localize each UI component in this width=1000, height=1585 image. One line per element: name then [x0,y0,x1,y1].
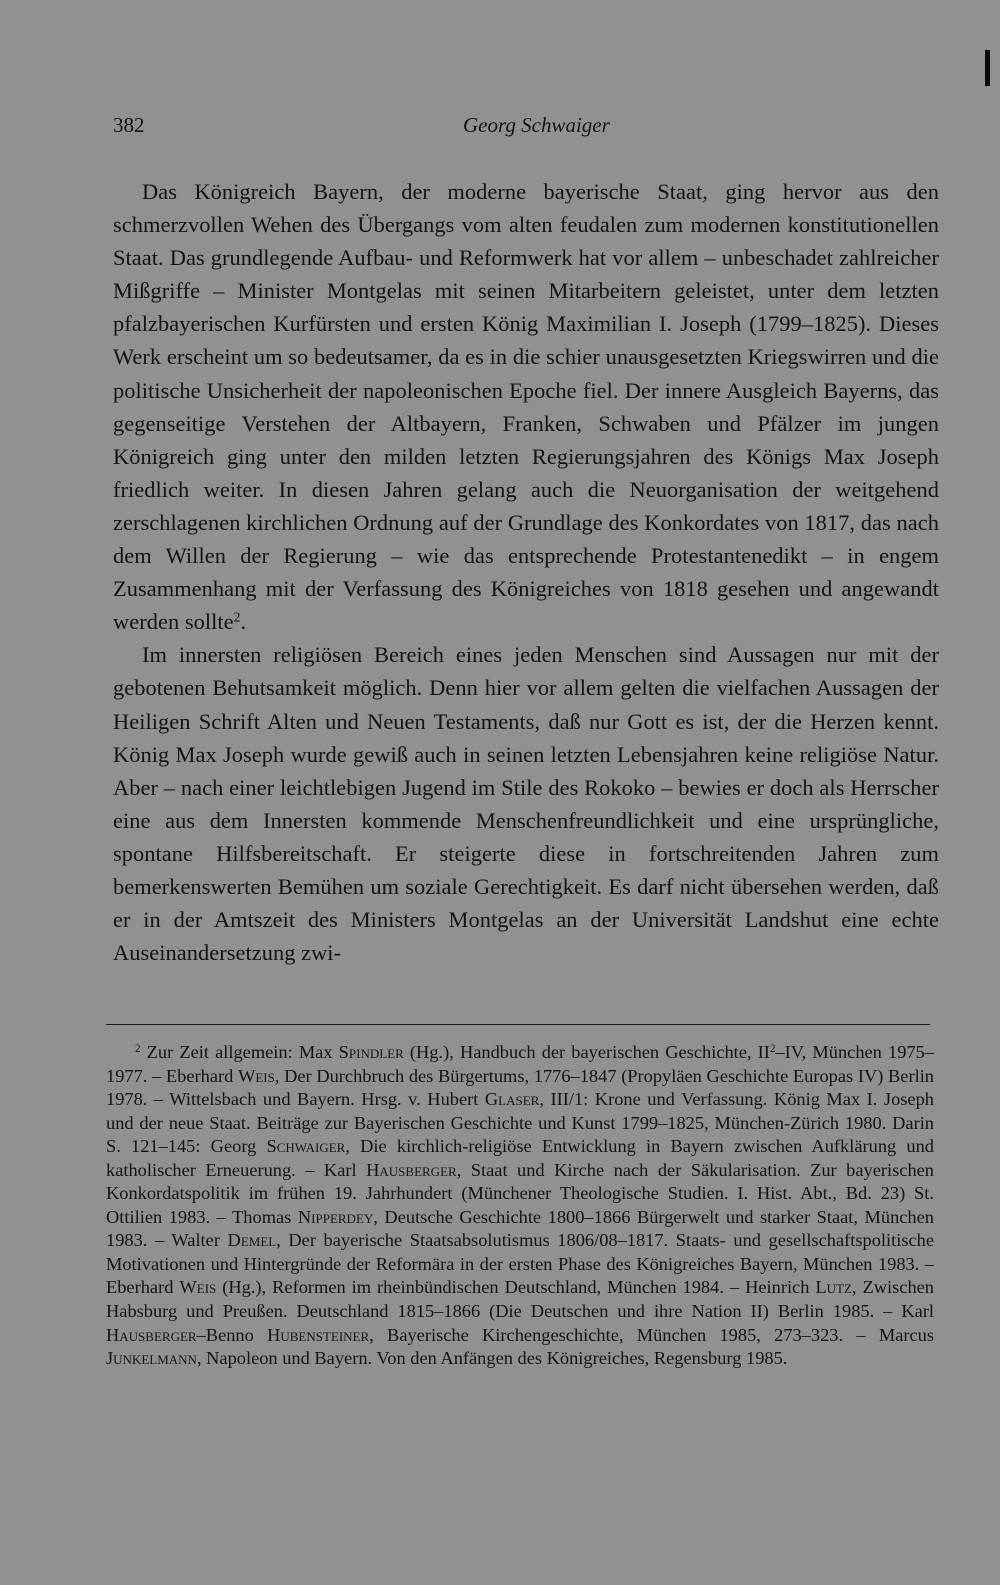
paragraph-2-text: Im innersten religiösen Bereich eines jeden Menschen sind Aussagen nur mit der gebotenen Behutsamkeit möglich. Denn hier vor allem gelten die vielfachen Aussagen der Heiligen Schrift Alten und Neuen Testaments, daß nur Gott es ist, der die Herzen kennt. König Max Joseph wurde gewiß auch in seinen letzten Lebensjahren keine religiöse Natur. Aber – nach einer leichtlebigen Jugend im Stile des Rokoko – bewies er doch als Herrscher eine aus dem Innersten kommende Menschenfreundlichkeit und eine ursprüngliche, spontane Hilfsbereitschaft. Er steigerte diese in fortschreitenden Jahren zum bemerkenswerten Bemühen um soziale Gerechtigkeit. Es darf nicht übersehen werden, daß er in der Amtszeit des Ministers Montgelas an der Universität Landshut eine echte Auseinandersetzung zwi- [113,642,939,966]
author-name: Lutz [815,1277,852,1298]
author-name: Weis [237,1065,275,1086]
footnote-text: –Benno [196,1324,268,1345]
footnote-separator [106,1024,930,1025]
footnote-2 [106,1041,934,1371]
paragraph-1 [113,175,939,638]
footnote-text: , III/1: Krone und Verfassung. König Max I. Joseph und der neue Staat. Beiträge zur Bayerischen Geschichte und Kunst 1799–1825, München-Zürich 1980. Darin S. 121–145: Georg [106,1089,934,1157]
paragraph-1-end: . [240,609,247,635]
footnote-number: 2 [135,1042,141,1055]
footnote-text: , Der bayerische Staatsabsolutismus 1806/08–1817. Staats- und gesellschaftspolitische Motivationen und Hintergründe der Reformära in der ersten Phase des Königreiches Bayern, München 1983. – Eberhard [106,1230,935,1298]
running-head: Georg Schwaiger [463,113,610,137]
paragraph-2 [113,638,939,969]
footnotes [106,1041,934,1371]
author-name: Weis [179,1277,217,1298]
footnote-text: , Die kirchlich-religiöse Entwicklung in Bayern zwischen Aufklärung und katholischer Erneuerung. – Karl [106,1136,934,1180]
footnote-text: , Napoleon und Bayern. Von den Anfängen des Königreiches, Regensburg 1985. [196,1348,788,1369]
author-name: Nipperdey [297,1206,374,1227]
scan-edge-mark [985,50,990,86]
author-name: Demel [227,1230,277,1251]
author-name: Glaser [484,1089,540,1110]
main-text [113,175,939,969]
footnote-text: –IV, München 1975–1977. – Eberhard [106,1042,934,1086]
footnote-text: , Bayerische Kirchengeschichte, München 1985, 273–323. – Marcus [369,1324,934,1345]
footnote-reference: 2 [233,609,241,625]
footnote-text: , Deutsche Geschichte 1800–1866 Bürgerwelt und starker Staat, München 1983. – Walter [106,1206,934,1251]
paragraph-1-text: Das Königreich Bayern, der moderne bayerische Staat, ging hervor aus den schmerzvollen Wehen des Übergangs vom alten feudalen zum modernen konstitutionellen Staat. Das grundlegende Aufbau- und Reformwerk hat vor allem – unbeschadet zahlreicher Mißgriffe – Minister Montgelas mit seinen Mitarbeitern geleistet, unter dem letzten pfalzbayerischen Kurfürsten und ersten König Maximilian I. Joseph (1799–1825). Dieses Werk erscheint um so bedeutsamer, da es in die schier unausgesetzten Kriegswirren und die politische Unsicherheit der napoleonischen Epoche fiel. Der innere Ausgleich Bayerns, das gegenseitige Verstehen der Altbayern, Franken, Schwaben und Pfälzer im jungen Königreich ging unter den milden letzten Regierungsjahren des Königs Max Joseph friedlich weiter. In diesen Jahren gelang auch die Neuorganisation der weitgehend zerschlagenen kirchlichen Ordnung auf der Grundlage des Konkordates von 1817, das nach dem Willen der Regierung – wie das entsprechende Protestantenedikt – in engem Zusammenhang mit der Verfassung des Königreiches von 1818 gesehen und angewandt werden sollte [113,179,939,635]
author-name: Hubensteiner [267,1324,370,1345]
author-name: Hausberger [106,1324,197,1345]
author-name: Schwaiger [266,1136,346,1157]
footnote-text: , Staat und Kirche nach der Säkularisation. Zur bayerischen Konkordatspolitik im frühen 19. Jahrhundert (Münchener Theologische Studien. I. Hist. Abt., Bd. 23) St. Ottilien 1983. – Thomas [106,1159,934,1227]
volume-superscript: 2 [769,1042,776,1055]
footnote-text: (Hg.), Reformen im rheinbündischen Deutschland, München 1984. – Heinrich [216,1277,816,1298]
author-name: Hausberger [366,1159,457,1180]
page-number: 382 [113,113,145,137]
author-name: Junkelmann [106,1348,197,1369]
footnote-text: , Der Durchbruch des Bürgertums, 1776–1847 (Propyläen Geschichte Europas IV) Berlin 1978. – Wittelsbach und Bayern. Hrsg. v. Hubert [106,1065,934,1110]
page-header [113,113,633,147]
author-name: Spindler [338,1042,404,1062]
footnote-text: (Hg.), Handbuch der bayerischen Geschichte, II [403,1042,770,1062]
footnote-text: , Zwischen Habsburg und Preußen. Deutschland 1815–1866 (Die Deutschen und ihre Nation II) Berlin 1985. – Karl [106,1277,934,1322]
footnote-text: Zur Zeit allgemein: Max [140,1042,339,1062]
